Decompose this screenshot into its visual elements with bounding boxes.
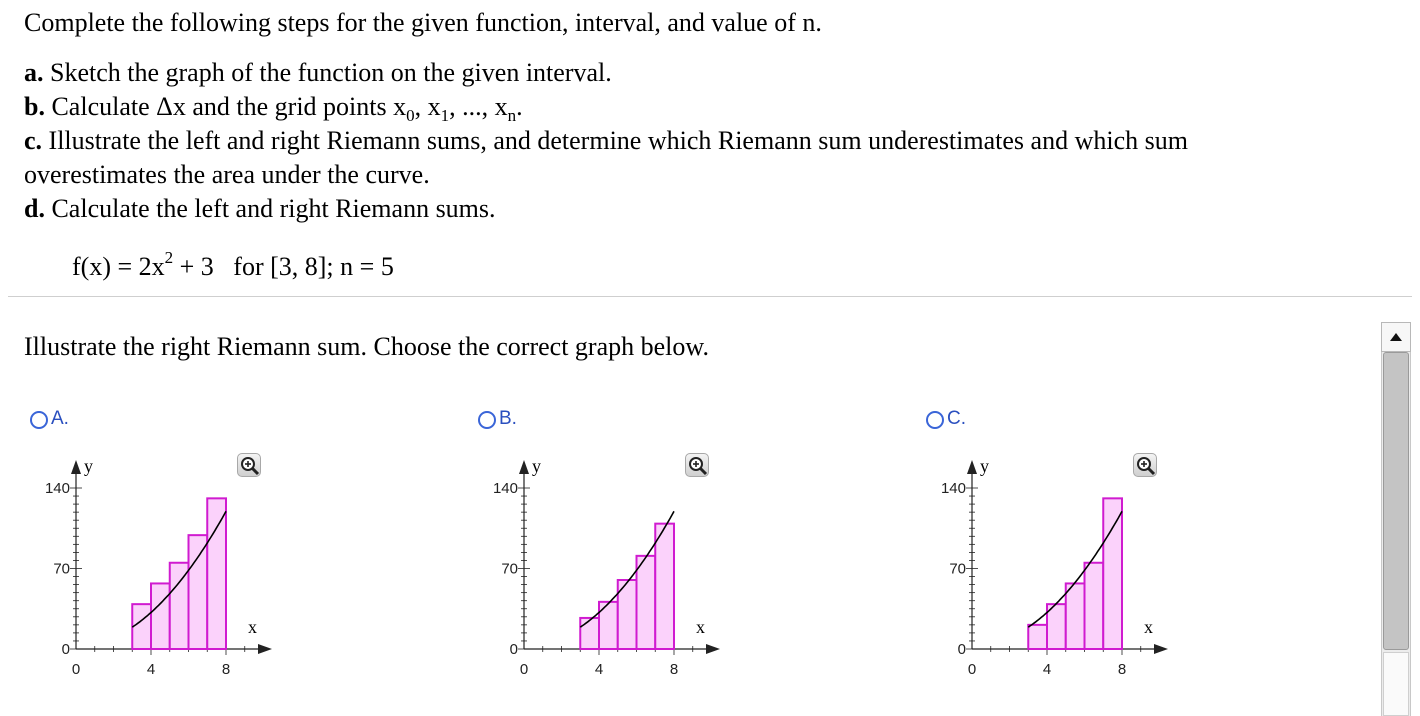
- step-d: [24, 192, 496, 226]
- option-a-letter: A.: [51, 408, 69, 429]
- x-tick-label: 8: [221, 661, 231, 678]
- riemann-rectangle: [170, 563, 189, 649]
- y-tick-label: 140: [44, 480, 70, 497]
- scrollbar-thumb[interactable]: [1383, 352, 1409, 650]
- step-b-sub0: 0: [406, 106, 415, 125]
- zoom-button[interactable]: [685, 453, 709, 477]
- option-a-graph: [30, 408, 330, 698]
- step-b-text-mid: , ..., x: [449, 92, 508, 121]
- x-tick-label: 0: [967, 661, 977, 678]
- x-tick-label: 4: [146, 661, 156, 678]
- option-b-graph: [478, 408, 778, 698]
- intro-text: Complete the following steps for the given function, interval, and value of n.: [24, 8, 822, 37]
- step-c: [24, 124, 1188, 158]
- option-a: [30, 408, 330, 708]
- question-prompt: Illustrate the right Riemann sum. Choose the correct graph below.: [24, 332, 709, 361]
- triangle-up-icon: [1382, 323, 1410, 351]
- riemann-rectangle: [132, 604, 151, 649]
- step-a-letter: a.: [24, 58, 44, 87]
- y-tick-label: 0: [61, 641, 70, 658]
- step-b: [24, 90, 523, 127]
- option-c-letter: C.: [947, 408, 966, 429]
- step-b-subn: n: [507, 106, 517, 125]
- step-b-comma: , x: [414, 92, 441, 121]
- formula-rhs: + 3 for [3, 8]; n = 5: [173, 252, 394, 281]
- riemann-rectangle: [207, 498, 226, 649]
- scrollbar-track-lower[interactable]: [1383, 652, 1409, 716]
- option-c: [926, 408, 1226, 708]
- x-tick-label: 8: [669, 661, 679, 678]
- x-tick-label: 0: [519, 661, 529, 678]
- step-c-text: Illustrate the left and right Riemann sums, and determine which Riemann sum underestimates and which sum: [48, 126, 1188, 155]
- x-tick-label: 0: [71, 661, 81, 678]
- option-c-graph: [926, 408, 1226, 698]
- x-axis-label: x: [1144, 617, 1153, 637]
- step-a: [24, 56, 612, 90]
- step-a-text: Sketch the graph of the function on the given interval.: [50, 58, 612, 87]
- step-c-continued: overestimates the area under the curve.: [24, 160, 430, 189]
- y-axis-label: y: [980, 456, 989, 476]
- y-axis-arrow: [967, 460, 977, 474]
- riemann-rectangle: [151, 583, 170, 649]
- option-b: [478, 408, 778, 708]
- step-c-letter: c.: [24, 126, 43, 155]
- y-axis-label: y: [84, 456, 93, 476]
- section-divider: [8, 296, 1412, 297]
- x-axis-arrow: [706, 644, 720, 654]
- zoom-button[interactable]: [1133, 453, 1157, 477]
- riemann-rectangle: [189, 535, 208, 649]
- x-axis-label: x: [248, 617, 257, 637]
- y-tick-label: 0: [509, 641, 518, 658]
- y-tick-label: 70: [501, 560, 518, 578]
- y-axis-label: y: [532, 456, 541, 476]
- y-tick-label: 140: [940, 480, 966, 497]
- step-d-text: Calculate the left and right Riemann sums.: [51, 194, 496, 223]
- x-axis-arrow: [1154, 644, 1168, 654]
- riemann-rectangle: [1028, 625, 1047, 649]
- function-formula: [72, 248, 394, 282]
- x-axis-arrow: [258, 644, 272, 654]
- riemann-rectangle: [1066, 583, 1085, 649]
- riemann-rectangle: [580, 618, 599, 649]
- formula-exponent: 2: [164, 248, 174, 267]
- x-tick-label: 4: [594, 661, 604, 678]
- riemann-rectangle: [1103, 498, 1122, 649]
- y-axis-arrow: [519, 460, 529, 474]
- step-b-text-start: Calculate Δx and the grid points x: [51, 92, 407, 121]
- x-tick-label: 4: [1042, 661, 1052, 678]
- magnifier-plus-icon: [238, 454, 262, 478]
- step-d-letter: d.: [24, 194, 45, 223]
- riemann-rectangle: [1085, 563, 1104, 649]
- riemann-rectangle: [637, 556, 656, 649]
- step-b-letter: b.: [24, 92, 45, 121]
- step-b-sub1: 1: [440, 106, 450, 125]
- x-tick-label: 8: [1117, 661, 1127, 678]
- y-tick-label: 70: [949, 560, 966, 578]
- formula-lhs: f(x) = 2x: [72, 252, 165, 281]
- y-axis-arrow: [71, 460, 81, 474]
- magnifier-plus-icon: [1134, 454, 1158, 478]
- x-axis-label: x: [696, 617, 705, 637]
- riemann-rectangle: [655, 524, 674, 649]
- step-b-end: .: [516, 92, 523, 121]
- y-tick-label: 140: [492, 480, 518, 497]
- magnifier-plus-icon: [686, 454, 710, 478]
- y-tick-label: 0: [957, 641, 966, 658]
- zoom-button[interactable]: [237, 453, 261, 477]
- option-b-letter: B.: [499, 408, 517, 429]
- y-tick-label: 70: [53, 560, 70, 578]
- scroll-up-button[interactable]: [1381, 322, 1411, 352]
